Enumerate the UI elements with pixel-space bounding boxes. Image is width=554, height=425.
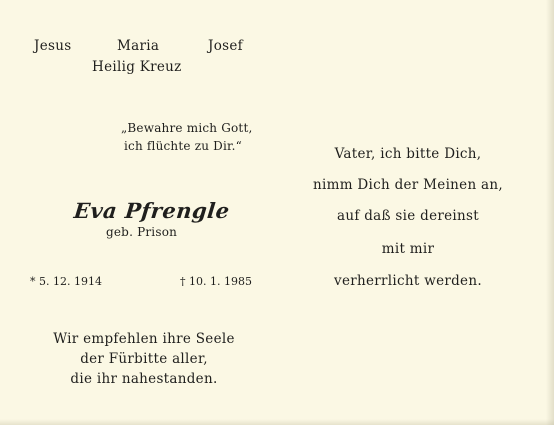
- quote-line-1: „Bewahre mich Gott,: [121, 121, 253, 135]
- header-maria: Maria: [117, 38, 160, 54]
- paper-edge-shadow: [546, 0, 554, 425]
- closing-line-1: Wir empfehlen ihre Seele: [53, 331, 235, 347]
- header-heilig-kreuz: Heilig Kreuz: [92, 59, 182, 75]
- prayer-line-5: verherrlicht werden.: [334, 273, 482, 289]
- birth-date: * 5. 12. 1914: [30, 275, 102, 288]
- quote-line-2: ich flüchte zu Dir.“: [124, 139, 242, 153]
- prayer-line-3: auf daß sie dereinst: [337, 208, 479, 224]
- paper-bottom-shadow: [0, 419, 554, 425]
- prayer-line-2: nimm Dich der Meinen an,: [312, 177, 503, 193]
- maiden-name: geb. Prison: [106, 225, 178, 239]
- death-date: † 10. 1. 1985: [180, 275, 252, 288]
- deceased-name: Eva Pfrengle: [72, 198, 231, 223]
- prayer-line-1: Vater, ich bitte Dich,: [334, 146, 482, 162]
- header-jesus: Jesus: [34, 38, 72, 54]
- closing-line-3: die ihr nahestanden.: [70, 371, 218, 387]
- prayer-line-4: mit mir: [381, 241, 435, 257]
- header-josef: Josef: [208, 38, 243, 54]
- closing-line-2: der Fürbitte aller,: [80, 351, 208, 367]
